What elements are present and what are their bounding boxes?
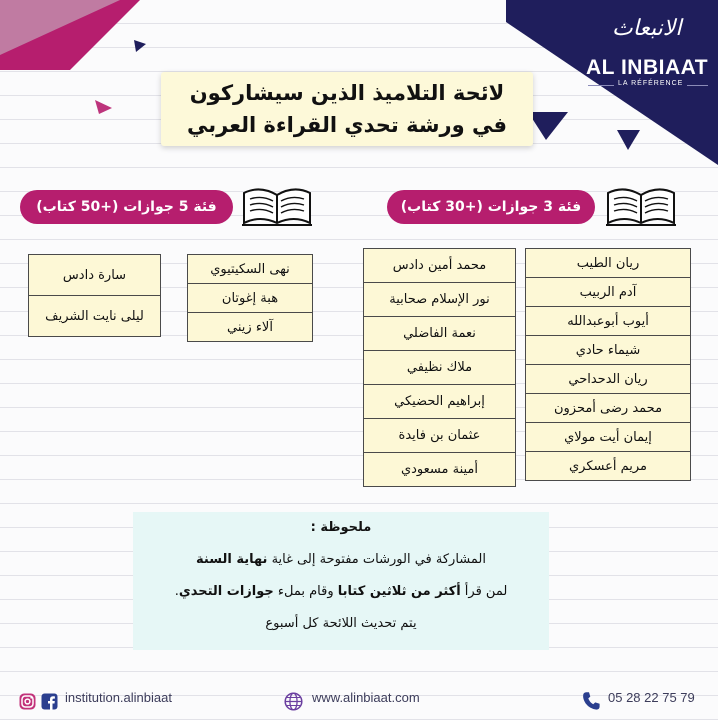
open-book-icon [604, 183, 678, 227]
student-name: مريم أعسكري [526, 452, 691, 481]
student-name: محمد رضى أمحزون [526, 394, 691, 423]
note-box [133, 512, 549, 650]
footer-social-handle[interactable]: institution.alinbiaat [65, 690, 172, 705]
brand-arabic-logo: الانبعاث [612, 16, 682, 41]
deco-triangle [528, 112, 568, 140]
category-3-table-right [525, 248, 691, 481]
footer-phone[interactable]: 05 28 22 75 79 [608, 690, 695, 705]
category-5-table-right [187, 254, 313, 342]
note-emphasis: أكثر من ثلاثين كتابا [337, 584, 461, 599]
note-text: المشاركة في الورشات مفتوحة إلى غاية [267, 552, 486, 567]
student-name: إيمان أيت مولاي [526, 423, 691, 452]
phone-icon [582, 691, 601, 711]
student-name: شيماء حادي [526, 336, 691, 365]
page-title [161, 72, 533, 146]
note-text: وقام بملء [273, 584, 338, 599]
note-emphasis: جوازات التحدي [178, 584, 274, 599]
category-5-table-left [28, 254, 161, 337]
student-name: سارة دادس [29, 255, 161, 296]
note-heading: ملحوظة : [310, 520, 372, 535]
facebook-icon[interactable] [41, 693, 58, 710]
student-name: ليلى نايت الشريف [29, 296, 161, 337]
student-name: آلاء زيني [188, 313, 313, 342]
brand-name: AL INBIAAT [586, 56, 709, 79]
student-name: ريان الدحداحي [526, 365, 691, 394]
deco-triangle [95, 100, 112, 114]
footer-website-link[interactable]: www.alinbiaat.com [312, 690, 420, 705]
category-5-badge: فئة 5 جوازات (+50 كتاب) [20, 190, 233, 224]
globe-icon [284, 692, 303, 711]
note-line-3: يتم تحديث اللائحة كل أسبوع [265, 616, 417, 631]
note-text: لمن قرأ [460, 584, 508, 599]
deco-triangle [617, 130, 640, 150]
student-name: هبة إغوتان [188, 284, 313, 313]
student-name: إبراهيم الحضيكي [364, 385, 516, 419]
note-line-1 [133, 544, 549, 576]
note-text: . [174, 584, 179, 599]
note-line-2 [133, 576, 549, 608]
student-name: آدم الربيب [526, 278, 691, 307]
student-name: نهى السكيتيوي [188, 255, 313, 284]
student-name: أيوب أبوعبدالله [526, 307, 691, 336]
student-name: نور الإسلام صحابية [364, 283, 516, 317]
brand-tagline: LA RÉFÉRENCE [614, 80, 687, 87]
title-line-2: في ورشة تحدي القراءة العربي [187, 113, 507, 137]
deco-triangle [134, 40, 146, 52]
student-name: ملاك نظيفي [364, 351, 516, 385]
open-book-icon [240, 183, 314, 227]
student-name: أمينة مسعودي [364, 453, 516, 487]
category-3-badge: فئة 3 جوازات (+30 كتاب) [387, 190, 595, 224]
instagram-icon[interactable] [19, 693, 36, 710]
student-name: عثمان بن فايدة [364, 419, 516, 453]
category-3-table-left [363, 248, 516, 487]
note-emphasis: نهاية السنة [196, 552, 268, 567]
student-name: ريان الطيب [526, 249, 691, 278]
title-line-1: لائحة التلاميذ الذين سيشاركون [189, 81, 505, 105]
student-name: نعمة الفاضلي [364, 317, 516, 351]
student-name: محمد أمين دادس [364, 249, 516, 283]
